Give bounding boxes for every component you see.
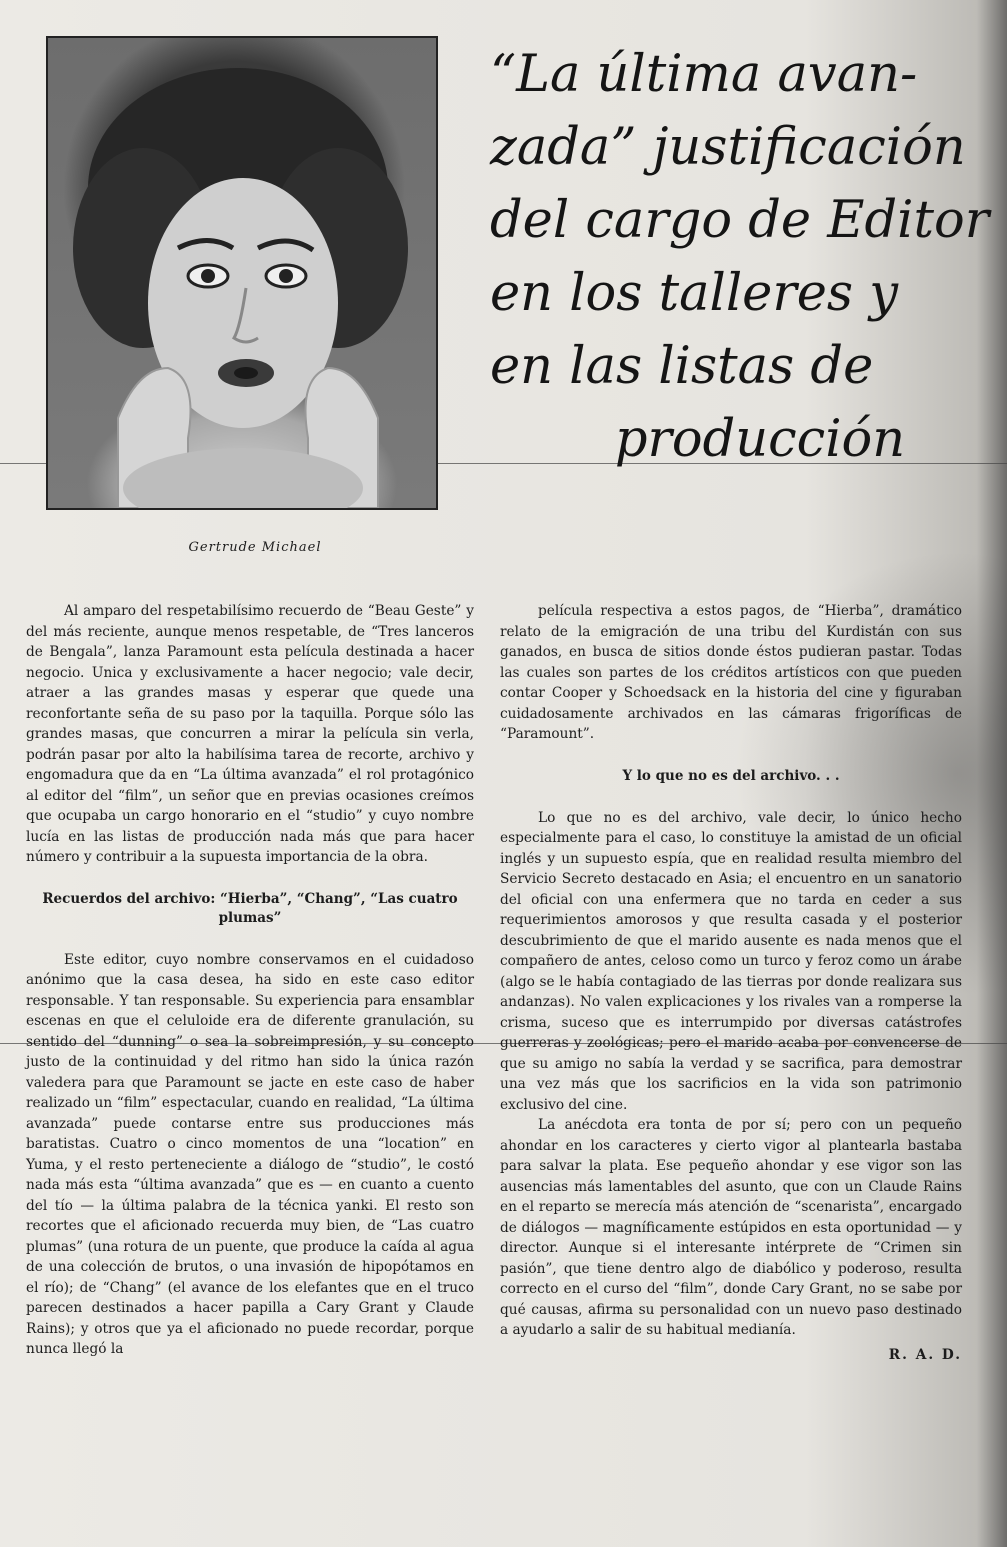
paragraph: Lo que no es del archivo, vale decir, lo único hecho especialmente para el caso, lo constituye la amistad de un oficial inglés y un supuesto espía, que en realidad resulta miembro del Servicio Secreto destacado en Asia; el encuentro en un sanatorio del oficial con una enfermera que no tarda en ceder a sus requerimientos amorosos y que resulta casada y el posterior descubrimiento de que el marido ausente es nada menos que el compañero de antes, celoso como un turco y feroz como un árabe (algo se le había contagiado de las tierras por donde realizara sus andanzas). No valen explicaciones y los rivales van a romperse la crisma, suceso que es interrumpido por diversas catástrofes guerreras y zoológicas; pero el marido acaba por convencerse de que su amigo no sabía la verdad y se sacrifica, para demostrar una vez más que los sacrificios en la vida son patrimonio exclusivo del cine. <box>500 809 962 1113</box>
subheading: Recuerdos del archivo: “Hierba”, “Chang”, “Las cuatro plumas” <box>42 890 458 926</box>
headline-line: producción <box>614 410 906 469</box>
subheading: Y lo que no es del archivo. . . <box>622 767 840 784</box>
headline-line: en las listas de <box>490 337 874 396</box>
headline-line: del cargo de Editor <box>490 191 990 250</box>
portrait-photo <box>46 36 438 510</box>
portrait-illustration <box>48 38 436 508</box>
headline-line: zada” justificación <box>490 118 966 177</box>
paragraph: La anécdota era tonta de por sí; pero con un pequeño ahondar en los caracteres y cierto vigor al plantearla bastaba para salvar la plata. Ese pequeño ahondar y ese vigor son las ausencias más lamentables del asunto, que con un Claude Rains en el reparto se merecía más atención de “scenarista”, encargado de diálogos — magníficamente estúpidos en esta oportunidad — y director. Aunque si el interesante intérprete de “Crimen sin pasión”, que tiene dentro algo de diabólico y poderoso, resulta correcto en el curso del “film”, donde Cary Grant, no se sabe por qué causas, afirma su personalidad con un nuevo paso destinado a ayudarlo a salir de su habitual medianía. <box>500 1117 962 1338</box>
author-signature: R. A. D. <box>888 1346 962 1363</box>
paragraph: película respectiva a estos pagos, de “Hierba”, dramático relato de la emigración de una tribu del Kurdistán con sus ganados, en busca de sitios donde éstos pudieran pastar. Todas las cuales son partes de los créditos artísticos con que pueden contar Cooper y Schoedsack en la historia del cine y figuraban cuidadosamente archivados en las cámaras frigoríficas de “Paramount”. <box>500 603 962 742</box>
right-column <box>500 601 962 1365</box>
photo-caption: Gertrude Michael <box>188 540 322 555</box>
headline-line: “La última avan- <box>490 45 918 104</box>
left-column <box>26 601 474 1360</box>
paragraph: Al amparo del respetabilísimo recuerdo de “Beau Geste” y del más reciente, aunque menos respetable, de “Tres lanceros de Bengala”, lanza Paramount esta película destinada a hacer negocio. Unica y exclusivamente a hacer negocio; vale decir, atraer a las grandes masas y esperar que quede una reconfortante seña de su paso por la taquilla. Porque sólo las grandes masas, que concurren a mirar la película sin verla, podrán pasar por alto la habilísima tarea de recorte, archivo y engomadura que da en “La última avanzada” el rol protagónico al editor del “film”, un señor que en previas ocasiones creímos que ocupaba un cargo honorario en el “studio” y cuyo nombre lucía en las listas de producción nada más que para hacer número y contribuir a la supuesta importancia de la obra. <box>26 603 474 865</box>
headline-line: en los talleres y <box>490 264 899 323</box>
headline <box>490 38 990 476</box>
paragraph: Este editor, cuyo nombre conservamos en el cuidadoso anónimo que la casa desea, ha sido en este caso editor responsable. Y tan responsable. Su experiencia para ensamblar escenas en que el celuloide era de diferente granulación, su sentido del “dunning” o sea la sobreimpresión, y su concepto justo de la continuidad y del ritmo han sido la única razón valedera para que Paramount se jacte en este caso de haber realizado un “film” espectacular, cuando en realidad, “La última avanzada” puede contarse entre sus producciones más baratistas. Cuatro o cinco momentos de una “location” en Yuma, y el resto perteneciente a diálogo de “studio”, le costó nada más esta “última avanzada” que es — en cuanto a cuento del tío — la última palabra de la técnica yanki. El resto son recortes que el aficionado recuerda muy bien, de “Las cuatro plumas” (una rotura de un puente, que produce la caída al agua de una colección de brutos, o una invasión de hipopótamos en el río); de “Chang” (el avance de los elefantes que en el truco parecen destinados a hacer papilla a Cary Grant y Claude Rains); y otros que ya el aficionado no puede recordar, porque nunca llegó la <box>26 951 474 1357</box>
